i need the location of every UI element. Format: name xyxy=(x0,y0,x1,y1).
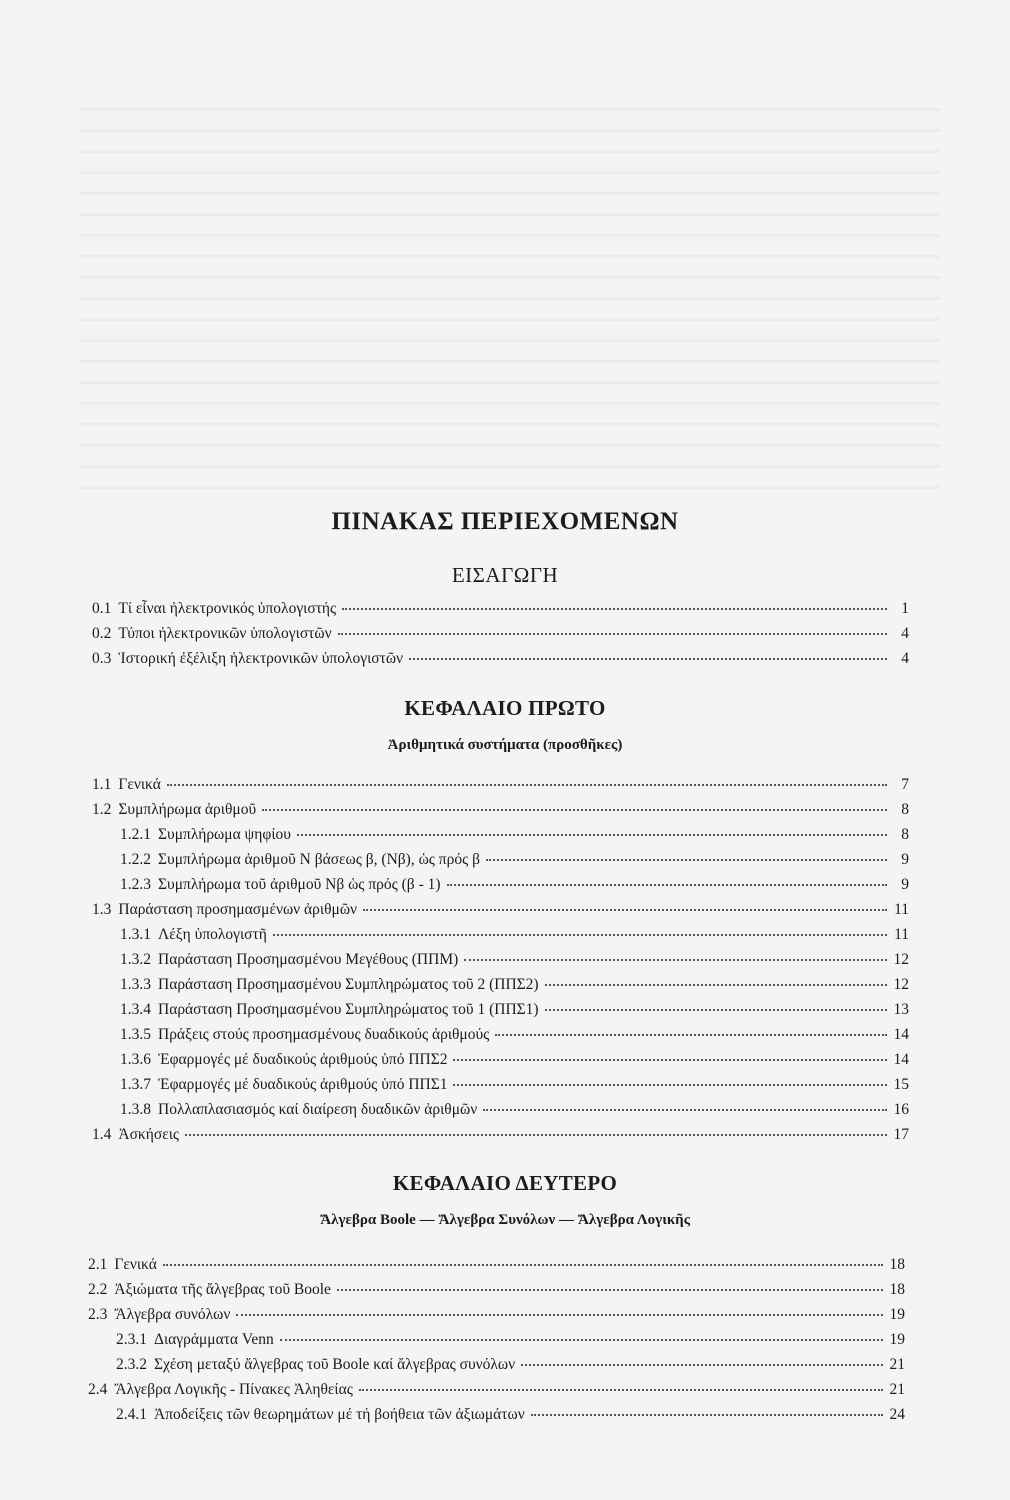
entry-page: 12 xyxy=(893,976,909,993)
entry-label: Σχέση μεταξύ ἄλγεβρας τοῦ Boole καί ἄλγεβρας συνόλων xyxy=(154,1356,516,1373)
entry-label: Πολλαπλασιασμός καί διαίρεση δυαδικῶν ἀριθμῶν xyxy=(158,1101,478,1118)
entry-number: 1.4 xyxy=(92,1126,112,1143)
toc-entry-1-3-7[interactable] xyxy=(120,1076,909,1100)
entry-label: Ἄλγεβρα συνόλων xyxy=(114,1306,231,1323)
entry-label: Παράσταση Προσημασμένου Συμπληρώματος τοῦ 2 (ΠΠΣ2) xyxy=(158,976,539,993)
leader-dots xyxy=(185,1134,887,1136)
leader-dots xyxy=(409,658,887,660)
entry-label: Ἐφαρμογές μέ δυαδικούς ἀριθμούς ὑπό ΠΠΣ2 xyxy=(158,1051,448,1068)
entry-number: 2.3.2 xyxy=(116,1356,147,1373)
entry-number: 1.3.7 xyxy=(120,1076,151,1093)
leader-dots xyxy=(453,1059,887,1061)
entry-label: Ἄλγεβρα Λογικῆς - Πίνακες Ἀληθείας xyxy=(114,1381,353,1398)
toc-entry-1-3-5[interactable] xyxy=(120,1026,909,1050)
entry-label: Συμπλήρωμα ἀριθμοῦ xyxy=(118,801,257,818)
toc-entry-1-3-1[interactable] xyxy=(120,926,909,950)
toc-entry-1-3-3[interactable] xyxy=(120,976,909,1000)
entry-number: 1.2.2 xyxy=(120,851,151,868)
toc-entry-1-3-4[interactable] xyxy=(120,1001,909,1025)
toc-entry-1-3-6[interactable] xyxy=(120,1051,909,1075)
entry-number: 1.1 xyxy=(92,776,112,793)
leader-dots xyxy=(280,1339,883,1341)
entry-number: 0.1 xyxy=(92,600,112,617)
chapter2-subtitle: Ἄλγεβρα Boole — Ἄλγεβρα Συνόλων — Ἄλγεβρα Λογικῆς xyxy=(319,1212,691,1228)
entry-number: 2.4.1 xyxy=(116,1406,147,1423)
entry-label: Ἀσκήσεις xyxy=(118,1126,180,1143)
toc-entry-1-1[interactable] xyxy=(92,776,909,800)
entry-label: Παράσταση προσημασμένων ἀριθμῶν xyxy=(118,901,358,918)
entry-page: 7 xyxy=(901,776,909,793)
entry-number: 2.3.1 xyxy=(116,1331,147,1348)
toc-entry-1-2[interactable] xyxy=(92,801,909,825)
entry-page: 9 xyxy=(901,876,909,893)
toc-entry-0-2[interactable] xyxy=(92,625,909,649)
leader-dots xyxy=(359,1389,883,1391)
entry-page: 15 xyxy=(893,1076,909,1093)
leader-dots xyxy=(337,1289,883,1291)
entry-label: Συμπλήρωμα ψηφίου xyxy=(158,826,291,843)
entry-number: 1.3.4 xyxy=(120,1001,151,1018)
intro-heading: ΕΙΣΑΓΩΓΗ xyxy=(451,563,559,587)
chapter1-subtitle: Ἀριθμητικά συστήματα (προσθῆκες) xyxy=(387,737,623,753)
toc-entry-2-3-1[interactable] xyxy=(116,1331,905,1355)
entry-number: 1.2 xyxy=(92,801,112,818)
chapter1-heading: ΚΕΦΑΛΑΙΟ ΠΡΩΤΟ xyxy=(404,696,606,720)
toc-entry-1-2-1[interactable] xyxy=(120,826,909,850)
entry-label: Πράξεις στούς προσημασμένους δυαδικούς ἀριθμούς xyxy=(158,1026,490,1043)
leader-dots xyxy=(486,859,887,861)
entry-label: Λέξη ὑπολογιστῆ xyxy=(158,926,267,943)
entry-label: Διαγράμματα Venn xyxy=(154,1331,274,1348)
entry-label: Ἐφαρμογές μέ δυαδικούς ἀριθμούς ὑπό ΠΠΣ1 xyxy=(158,1076,448,1093)
toc-entry-1-3[interactable] xyxy=(92,901,909,925)
leader-dots xyxy=(495,1034,887,1036)
entry-label: Γενικά xyxy=(114,1256,157,1273)
leader-dots xyxy=(545,1009,887,1011)
entry-page: 8 xyxy=(901,826,909,843)
toc-entry-2-3[interactable] xyxy=(88,1306,905,1330)
entry-page: 14 xyxy=(893,1051,909,1068)
entry-number: 2.3 xyxy=(88,1306,108,1323)
entry-label: Συμπλήρωμα τοῦ ἀριθμοῦ Νβ ὡς πρός (β - 1) xyxy=(158,876,441,893)
entry-page: 1 xyxy=(901,600,909,617)
entry-label: Ἱστορική ἐξέλιξη ἠλεκτρονικῶν ὑπολογιστῶν xyxy=(118,650,404,667)
leader-dots xyxy=(531,1414,883,1416)
entry-page: 16 xyxy=(893,1101,909,1118)
toc-entry-2-4-1[interactable] xyxy=(116,1406,905,1430)
entry-number: 1.3.8 xyxy=(120,1101,151,1118)
leader-dots xyxy=(464,959,887,961)
leader-dots xyxy=(447,884,887,886)
entry-page: 14 xyxy=(893,1026,909,1043)
entry-page: 4 xyxy=(901,625,909,642)
entry-page: 21 xyxy=(889,1356,905,1373)
entry-page: 8 xyxy=(901,801,909,818)
leader-dots xyxy=(483,1109,887,1111)
leader-dots xyxy=(521,1364,883,1366)
leader-dots xyxy=(273,934,887,936)
entry-page: 4 xyxy=(901,650,909,667)
entry-number: 1.3.3 xyxy=(120,976,151,993)
leader-dots xyxy=(338,633,887,635)
toc-entry-0-1[interactable] xyxy=(92,600,909,624)
entry-page: 19 xyxy=(889,1331,905,1348)
toc-entry-2-4[interactable] xyxy=(88,1381,905,1405)
entry-label: Γενικά xyxy=(118,776,161,793)
entry-number: 1.3.2 xyxy=(120,951,151,968)
toc-entry-1-2-3[interactable] xyxy=(120,876,909,900)
entry-page: 18 xyxy=(889,1256,905,1273)
entry-label: Τύποι ἠλεκτρονικῶν ὑπολογιστῶν xyxy=(118,625,332,642)
leader-dots xyxy=(363,909,887,911)
entry-label: Παράσταση Προσημασμένου Μεγέθους (ΠΠΜ) xyxy=(158,951,459,968)
entry-number: 2.1 xyxy=(88,1256,108,1273)
leader-dots xyxy=(545,984,887,986)
entry-label: Ἀποδείξεις τῶν θεωρημάτων μέ τή βοήθεια τῶν ἀξιωμάτων xyxy=(154,1406,525,1423)
entry-page: 19 xyxy=(889,1306,905,1323)
entry-page: 21 xyxy=(889,1381,905,1398)
entry-page: 11 xyxy=(894,901,909,918)
entry-label: Συμπλήρωμα ἀριθμοῦ Ν βάσεως β, (Νβ), ὡς πρός β xyxy=(158,851,480,868)
entry-label: Ἀξιώματα τῆς ἄλγεβρας τοῦ Boole xyxy=(114,1281,331,1298)
toc-entry-1-4[interactable] xyxy=(92,1126,909,1150)
page-title: ΠΙΝΑΚΑΣ ΠΕΡΙΕΧΟΜΕΝΩΝ xyxy=(331,508,679,535)
toc-entry-0-3[interactable] xyxy=(92,650,909,674)
entry-number: 1.2.3 xyxy=(120,876,151,893)
leader-dots xyxy=(163,1264,883,1266)
entry-number: 1.3.5 xyxy=(120,1026,151,1043)
leader-dots xyxy=(262,809,887,811)
entry-number: 0.2 xyxy=(92,625,112,642)
leader-dots xyxy=(342,608,887,610)
toc-entry-1-3-2[interactable] xyxy=(120,951,909,975)
entry-label: Τί εἶναι ἠλεκτρονικός ὑπολογιστής xyxy=(118,600,337,617)
leader-dots xyxy=(453,1084,887,1086)
toc-entry-2-2[interactable] xyxy=(88,1281,905,1305)
entry-page: 9 xyxy=(901,851,909,868)
entry-number: 1.3.1 xyxy=(120,926,151,943)
entry-number: 2.2 xyxy=(88,1281,108,1298)
entry-number: 1.3 xyxy=(92,901,112,918)
toc-entry-2-1[interactable] xyxy=(88,1256,905,1280)
entry-page: 13 xyxy=(893,1001,909,1018)
leader-dots xyxy=(167,784,887,786)
toc-entry-1-2-2[interactable] xyxy=(120,851,909,875)
entry-number: 1.3.6 xyxy=(120,1051,151,1068)
chapter2-heading: ΚΕΦΑΛΑΙΟ ΔΕΥΤΕΡΟ xyxy=(392,1171,618,1195)
toc-entry-2-3-2[interactable] xyxy=(116,1356,905,1380)
leader-dots xyxy=(297,834,887,836)
entry-page: 24 xyxy=(889,1406,905,1423)
toc-entry-1-3-8[interactable] xyxy=(120,1101,909,1125)
entry-number: 1.2.1 xyxy=(120,826,151,843)
entry-page: 12 xyxy=(893,951,909,968)
entry-page: 11 xyxy=(894,926,909,943)
entry-page: 18 xyxy=(889,1281,905,1298)
entry-number: 2.4 xyxy=(88,1381,108,1398)
entry-page: 17 xyxy=(893,1126,909,1143)
leader-dots xyxy=(236,1314,883,1316)
entry-number: 0.3 xyxy=(92,650,112,667)
entry-label: Παράσταση Προσημασμένου Συμπληρώματος τοῦ 1 (ΠΠΣ1) xyxy=(158,1001,539,1018)
